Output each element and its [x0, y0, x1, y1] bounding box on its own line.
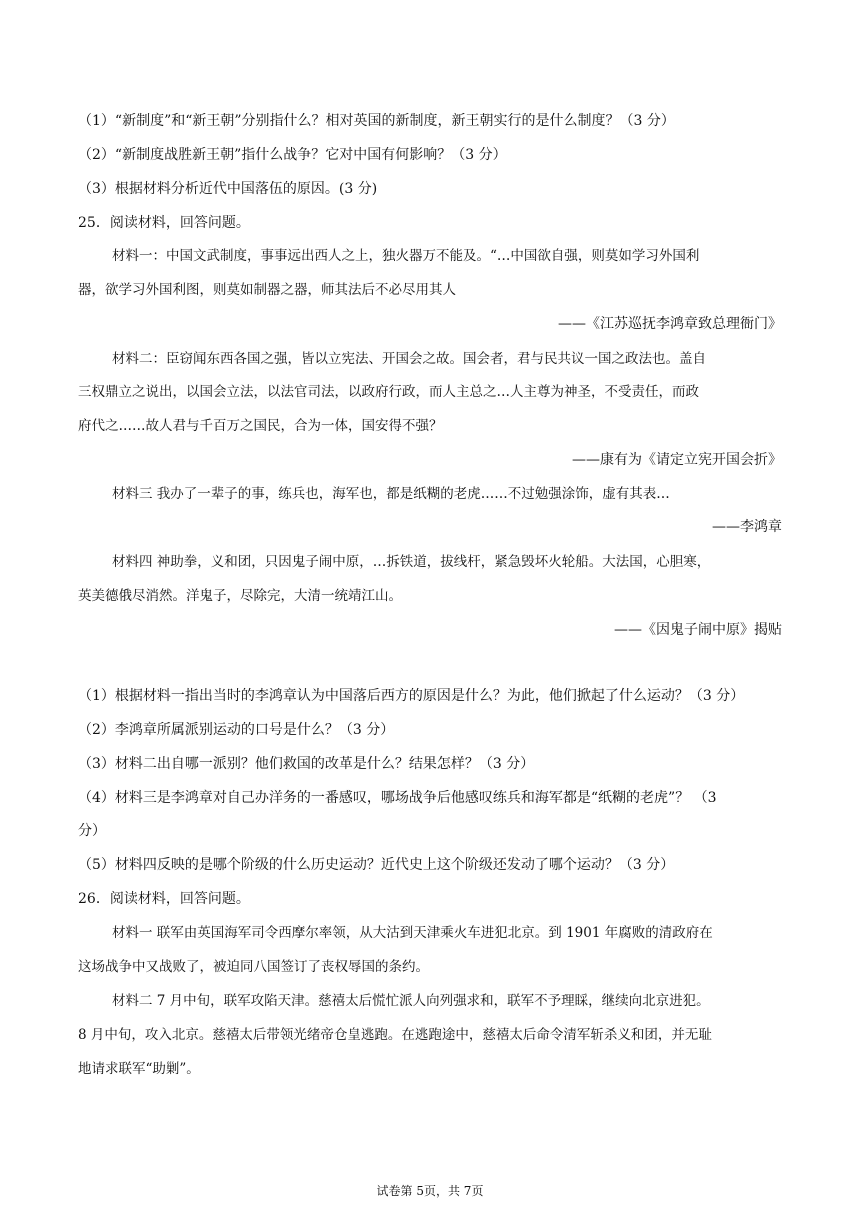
q25-title: 25．阅读材料，回答问题。 — [78, 215, 250, 231]
q25-question-4: （4）材料三是李鸿章对自己办洋务的一番感叹，哪场战争后他感叹练兵和海军都是“纸糊的老虎”？ （3 — [78, 790, 717, 806]
q25-material3: 材料三 我办了一辈子的事，练兵也，海军也，都是纸糊的老虎……不过勉强涂饰，虚有其表… — [112, 486, 670, 502]
q25-question-5: （5）材料四反映的是哪个阶级的什么历史运动？近代史上这个阶级还发动了哪个运动？（3 分） — [78, 857, 675, 873]
q26-material2-line1: 材料二 7 月中旬，联军攻陷天津。慈禧太后慌忙派人向列强求和，联军不予理睬，继续向北京进犯。 — [112, 993, 710, 1009]
q26-material1-line1: 材料一 联军由英国海军司令西摩尔率领，从大沽到天津乘火车进犯北京。到 1901 年腐败的清政府在 — [112, 925, 713, 941]
q26-title: 26．阅读材料，回答问题。 — [78, 891, 250, 907]
q25-question-3: （3）材料二出自哪一派别？他们救国的改革是什么？结果怎样？（3 分） — [78, 756, 535, 772]
q25-source3: ——李鸿章 — [712, 519, 782, 535]
q25-source1: ——《江苏巡抚李鸿章致总理衙门》 — [558, 316, 782, 332]
q25-source2: ——康有为《请定立宪开国会折》 — [572, 452, 782, 468]
q25-material2-line1: 材料二：臣窃闻东西各国之强，皆以立宪法、开国会之故。国会者，君与民共议一国之政法也。盖自 — [112, 351, 706, 367]
q24-question-1: （1）“新制度”和“新王朝”分别指什么？相对英国的新制度，新王朝实行的是什么制度？（3 分） — [78, 113, 675, 129]
q26-material2-line2: 8 月中旬，攻入北京。慈禧太后带领光绪帝仓皇逃跑。在逃跑途中，慈禧太后命令清军斩杀义和团，并无耻 — [78, 1027, 712, 1043]
q25-material4-line2: 英美德俄尽消然。洋鬼子，尽除完，大清一统靖江山。 — [78, 588, 402, 604]
q25-material2-line2: 三权鼎立之说出，以国会立法，以法官司法，以政府行政，而人主总之…人主尊为神圣，不受责任，而政 — [78, 384, 699, 400]
q25-material1-line1: 材料一：中国文武制度，事事远出西人之上，独火器万不能及。“…中国欲自强，则莫如学习外国利 — [112, 248, 700, 264]
q25-question-2: （2）李鸿章所属派别运动的口号是什么？（3 分） — [78, 722, 395, 738]
q25-material2-line3: 府代之……故人君与千百万之国民，合为一体，国安得不强？ — [78, 418, 443, 434]
q24-question-3: （3）根据材料分析近代中国落伍的原因。(3 分) — [78, 181, 378, 197]
q25-question-4-cont: 分） — [78, 823, 106, 839]
q26-material1-line2: 这场战争中又战败了，被迫同八国签订了丧权辱国的条约。 — [78, 959, 429, 975]
q25-material1-line2: 器，欲学习外国利图，则莫如制器之器，师其法后不必尽用其人 — [78, 282, 456, 298]
page-footer: 试卷第 5页，共 7页 — [376, 1184, 484, 1198]
q25-question-1: （1）根据材料一指出当时的李鸿章认为中国落后西方的原因是什么？为此，他们掀起了什么运动？（3 分） — [78, 688, 745, 704]
q25-material4-line1: 材料四 神助拳，义和团，只因鬼子闹中原，…拆铁道，拔线杆，紧急毁坏火轮船。大法国，心胆寒， — [112, 554, 711, 570]
q24-question-2: （2）“新制度战胜新王朝”指什么战争？它对中国有何影响？（3 分） — [78, 147, 507, 163]
q26-material2-line3: 地请求联军“助剿”。 — [78, 1061, 200, 1077]
q25-source4: ——《因鬼子闹中原》揭贴 — [614, 622, 782, 638]
